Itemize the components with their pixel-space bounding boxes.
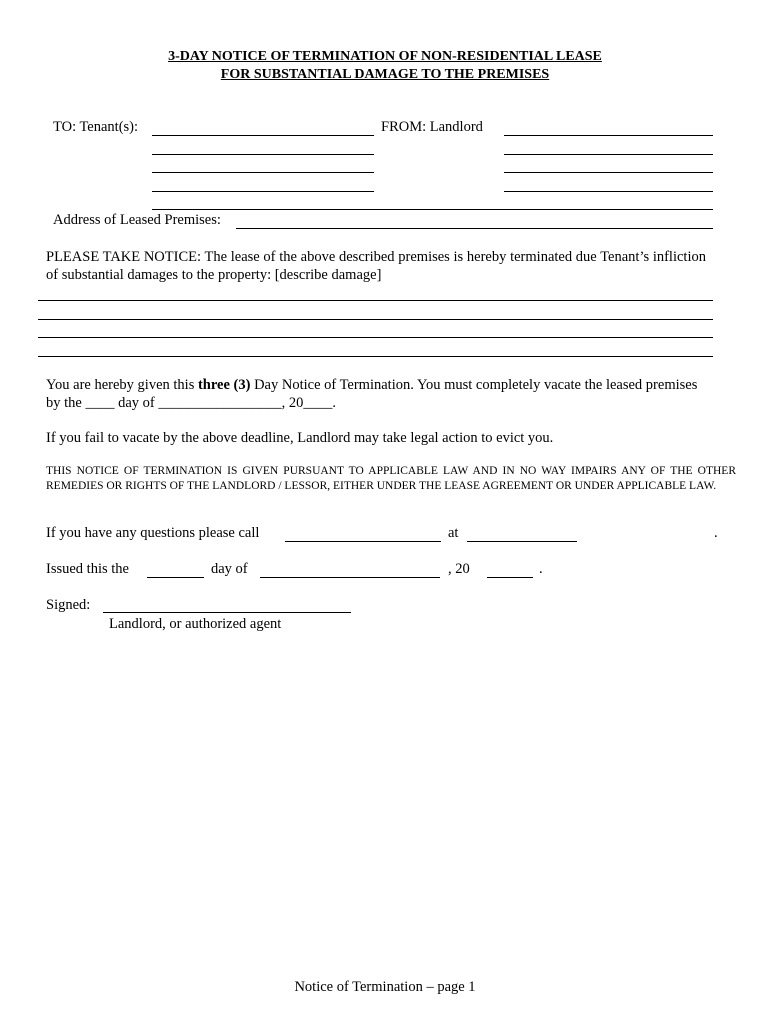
legal-notice-text: THIS NOTICE OF TERMINATION IS GIVEN PURSUANT TO APPLICABLE LAW AND IN NO WAY IMPAIRS ANY OF THE OTHER REMEDIES OR RIGHTS OF THE LANDLORD / LESSOR, EITHER UNDER THE LEASE AGREEMENT OR UNDER APPLICABLE LAW. xyxy=(46,465,736,492)
tenant-name-line-1[interactable] xyxy=(152,135,374,136)
landlord-label: FROM: Landlord xyxy=(381,119,483,135)
signature-line[interactable] xyxy=(103,612,351,613)
landlord-name-line-3[interactable] xyxy=(504,172,713,173)
page-footer: Notice of Termination – page 1 xyxy=(294,979,476,995)
address-line[interactable] xyxy=(236,228,713,229)
questions-at: at xyxy=(448,525,459,541)
landlord-name-line-1[interactable] xyxy=(504,135,713,136)
notice-paragraph: PLEASE TAKE NOTICE: The lease of the above described premises is hereby terminated due Tenant’s infliction of substantial damages to the property: [describe damage] xyxy=(46,249,706,283)
tenant-name-line-4[interactable] xyxy=(152,191,374,192)
damage-line-1[interactable] xyxy=(38,300,713,301)
damage-line-3[interactable] xyxy=(38,337,713,338)
parties-extra-line[interactable] xyxy=(152,209,713,210)
title-line-2: FOR SUBSTANTIAL DAMAGE TO THE PREMISES xyxy=(220,67,550,82)
landlord-name-line-2[interactable] xyxy=(504,154,713,155)
issued-label: Issued this the xyxy=(46,561,129,577)
vacate-text-end: Day Notice of Termination. You must completely vacate the leased premises by the ____ day of _________________, 20____. xyxy=(46,377,698,411)
vacate-paragraph xyxy=(46,376,706,412)
contact-phone-line[interactable] xyxy=(467,541,577,542)
issued-year-line[interactable] xyxy=(487,577,533,578)
landlord-name-line-4[interactable] xyxy=(504,191,713,192)
issued-day-of: day of xyxy=(211,561,248,577)
vacate-text-start: You are hereby given this xyxy=(46,377,198,393)
fail-to-vacate-text: If you fail to vacate by the above deadline, Landlord may take legal action to evict you. xyxy=(46,430,554,446)
issued-period: . xyxy=(539,561,543,577)
issued-month-line[interactable] xyxy=(260,577,440,578)
tenant-name-line-3[interactable] xyxy=(152,172,374,173)
tenant-name-line-2[interactable] xyxy=(152,154,374,155)
contact-name-line[interactable] xyxy=(285,541,441,542)
damage-line-4[interactable] xyxy=(38,356,713,357)
signed-label: Signed: xyxy=(46,597,91,613)
issued-day-line[interactable] xyxy=(147,577,204,578)
issued-year-prefix: , 20 xyxy=(448,561,470,577)
address-label: Address of Leased Premises: xyxy=(53,212,221,228)
tenant-label: TO: Tenant(s): xyxy=(53,119,139,135)
title-line-1: 3-DAY NOTICE OF TERMINATION OF NON-RESIDENTIAL LEASE xyxy=(168,49,602,64)
questions-label: If you have any questions please call xyxy=(46,525,260,541)
questions-period: . xyxy=(714,525,718,541)
signature-caption: Landlord, or authorized agent xyxy=(109,616,282,632)
damage-line-2[interactable] xyxy=(38,319,713,320)
vacate-days-bold: three (3) xyxy=(197,377,251,393)
